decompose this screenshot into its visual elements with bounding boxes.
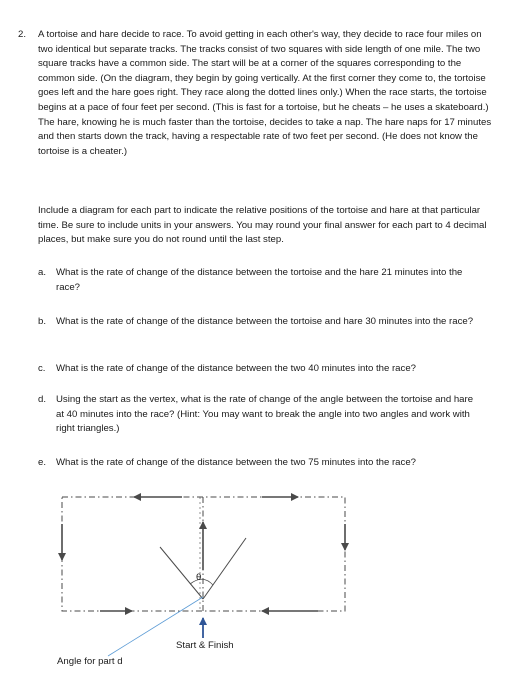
theta-label: θ	[196, 572, 202, 583]
problem-instructions: Include a diagram for each part to indicate the relative positions of the tortoise and hare at that particular time. Be sure to include units in your answers. You may round your final answer for each part to 4 decimal places, but make sure you do not round until the last step.	[38, 205, 487, 246]
race-track-diagram	[0, 480, 511, 695]
part-label: e.	[38, 457, 47, 468]
part-text: Using the start as the vertex, what is the rate of change of the angle between the tortoise and hare at 40 minutes into the race? (Hint: You may want to break the angle into two angles and work with right triangles.)	[56, 394, 474, 435]
angle-arc	[190, 579, 213, 585]
question-number: 2.	[18, 29, 27, 40]
part-label: a.	[38, 267, 47, 278]
part-text: What is the rate of change of the distance between the tortoise and the hare 21 minutes into the race?	[56, 267, 463, 293]
part-text: What is the rate of change of the distance between the two 75 minutes into the race?	[56, 457, 416, 468]
part-text: What is the rate of change of the distance between the tortoise and hare 30 minutes into the race?	[56, 316, 474, 327]
part-text: What is the rate of change of the distance between the two 40 minutes into the race?	[56, 363, 416, 374]
part-label: d.	[38, 394, 47, 405]
problem-intro: A tortoise and hare decide to race. To avoid getting in each other's way, they decide to race four miles on two identical but separate tracks. The tracks consist of two squares with side length of one mile. The two square tracks have a common side. The start will be at a corner of the squares corresponding to the common side. (On the diagram, they begin by going vertically. At the first corner they come to, the tortoise goes left and the hare goes right. They race along the dotted lines only.) When the race starts, the tortoise begins at a pace of four feet per second. (This is fast for a tortoise, but he cheats – he uses a skateboard.) The hare, knowing he is much faster than the tortoise, decides to take a nap. The hare naps for 17 minutes and then starts down the track, having a respectable rate of two feet per second. (He does not know the tortoise is a cheater.)	[38, 29, 492, 157]
angle-for-part-d-label: Angle for part d	[57, 656, 123, 667]
start-finish-label: Start & Finish	[176, 640, 234, 651]
part-label: c.	[38, 363, 46, 374]
angle-ray-right	[203, 538, 246, 599]
part-label: b.	[38, 316, 47, 327]
